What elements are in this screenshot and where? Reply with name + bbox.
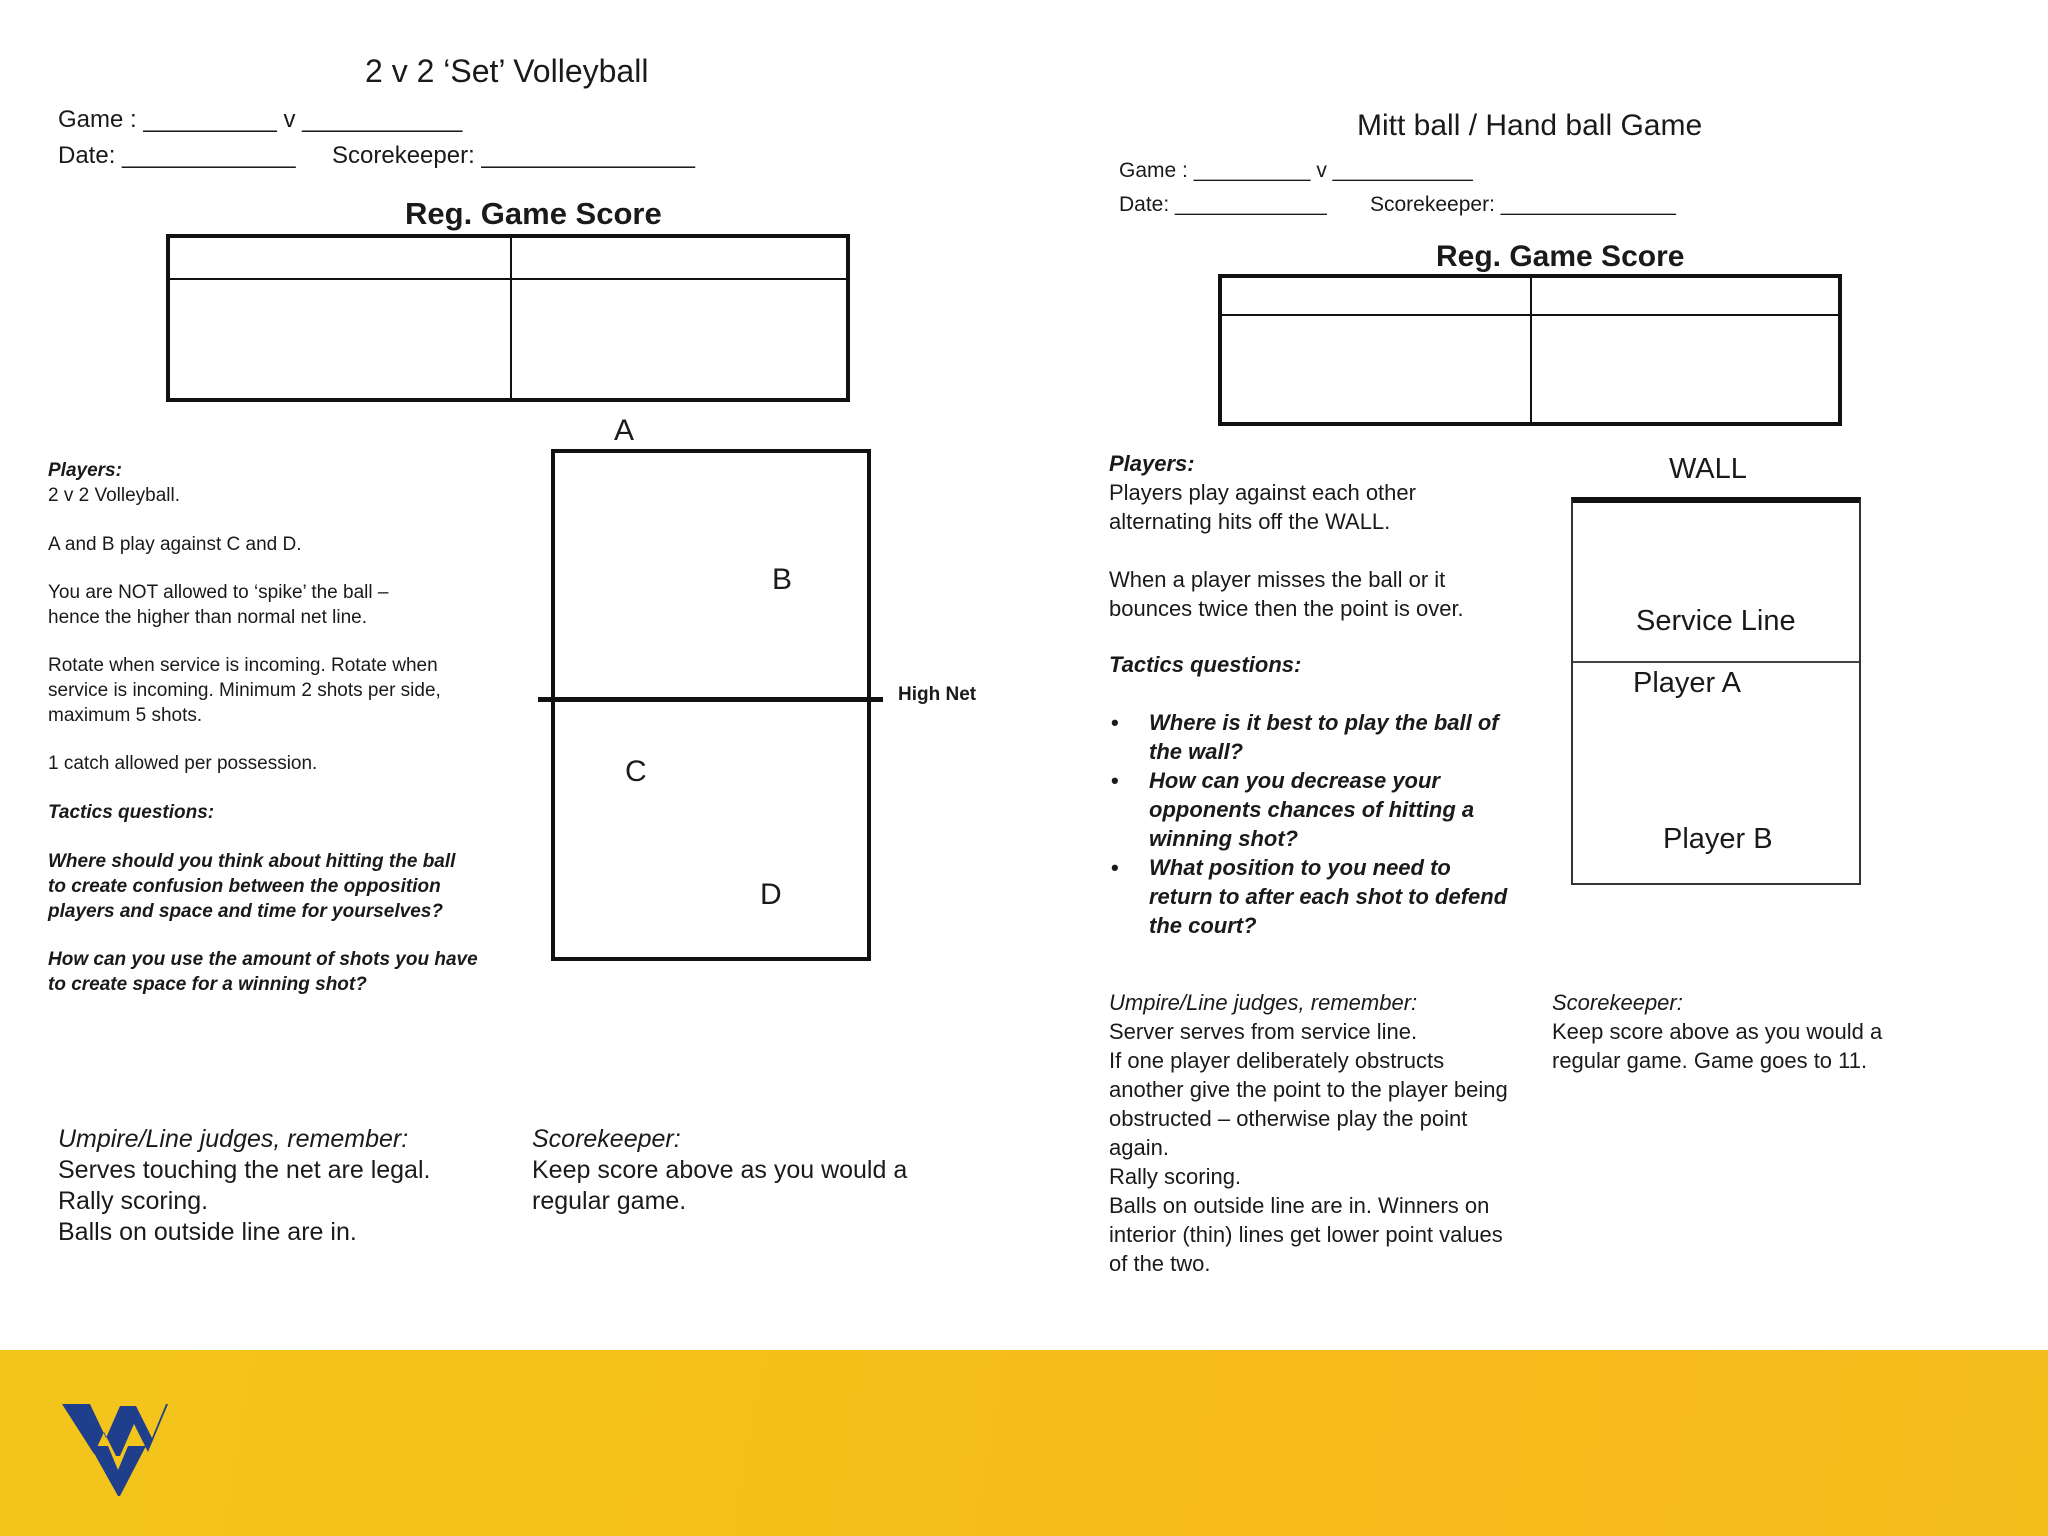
players-heading: Players: xyxy=(1109,451,1195,476)
scorekeeper-text: Keep score above as you would a regular game. xyxy=(532,1156,908,1215)
mittball-score-table[interactable] xyxy=(1218,274,1842,426)
mittball-date-field[interactable]: Date: _____________ xyxy=(1119,193,1327,216)
umpire-heading: Umpire/Line judges, remember: xyxy=(1109,990,1418,1015)
volleyball-title: 2 v 2 ‘Set’ Volleyball xyxy=(365,53,649,89)
tactics-question: How can you use the amount of shots you have to create space for a winning shot? xyxy=(48,949,478,995)
score-header-divider xyxy=(1222,314,1838,316)
tactics-question: Where should you think about hitting the ball to create confusion between the opposition players and space and time for yourselves? xyxy=(48,851,456,922)
volleyball-scorekeeper-section xyxy=(532,1124,952,1217)
mittball-title: Mitt ball / Hand ball Game xyxy=(1357,109,1703,142)
players-text: Players play against each other alternating hits off the WALL. xyxy=(1109,480,1416,534)
score-header-divider xyxy=(170,278,846,280)
umpire-line: Balls on outside line are in. xyxy=(58,1218,357,1246)
umpire-line: Server serves from service line. xyxy=(1109,1019,1418,1044)
volleyball-date-field[interactable]: Date: _____________ xyxy=(58,142,296,169)
mittball-players-section xyxy=(1109,449,1509,940)
court-label-b: B xyxy=(772,563,793,596)
umpire-line: Serves touching the net are legal. xyxy=(58,1156,431,1184)
wv-logo-icon xyxy=(60,1396,170,1496)
footer-band xyxy=(0,1350,2048,1536)
score-column-divider xyxy=(1530,278,1532,422)
volleyball-game-field[interactable]: Game : __________ v ____________ xyxy=(58,106,463,133)
umpire-line: Balls on outside line are in. Winners on interior (thin) lines get lower point values of the two. xyxy=(1109,1193,1503,1276)
mittball-game-field[interactable]: Game : __________ v ____________ xyxy=(1119,159,1473,182)
volleyball-score-table[interactable] xyxy=(166,234,850,402)
mittball-umpire-section xyxy=(1109,988,1514,1278)
player-a-label: Player A xyxy=(1633,667,1741,699)
players-line: 1 catch allowed per possession. xyxy=(48,753,318,774)
volleyball-umpire-section xyxy=(58,1124,498,1248)
umpire-heading: Umpire/Line judges, remember: xyxy=(58,1125,409,1153)
high-net-label: High Net xyxy=(898,684,977,705)
players-line: Rotate when service is incoming. Rotate when service is incoming. Minimum 2 shots per side, maximum 5 shots. xyxy=(48,655,441,726)
wall-label: WALL xyxy=(1669,453,1747,485)
mittball-scorekeeper-field[interactable]: Scorekeeper: _______________ xyxy=(1370,193,1676,216)
high-net-line xyxy=(538,697,883,702)
players-line: 2 v 2 Volleyball. xyxy=(48,485,181,506)
umpire-line: Rally scoring. xyxy=(1109,1164,1242,1189)
tactics-question: • Where is it best to play the ball of the wall? xyxy=(1109,708,1509,766)
scorekeeper-heading: Scorekeeper: xyxy=(1552,990,1683,1015)
mittball-score-title: Reg. Game Score xyxy=(1436,240,1685,273)
court-label-d: D xyxy=(760,878,782,911)
tactics-question: • What position to you need to return to after each shot to defend the court? xyxy=(1109,853,1509,940)
players-text: When a player misses the ball or it bounces twice then the point is over. xyxy=(1109,567,1464,621)
volleyball-scorekeeper-field[interactable]: Scorekeeper: ________________ xyxy=(332,142,695,169)
court-label-a: A xyxy=(614,414,635,447)
tactics-heading: Tactics questions: xyxy=(1109,652,1302,677)
umpire-line: Rally scoring. xyxy=(58,1187,209,1215)
court-label-c: C xyxy=(625,755,647,788)
scorekeeper-heading: Scorekeeper: xyxy=(532,1125,681,1153)
volleyball-court xyxy=(551,449,871,961)
score-column-divider xyxy=(510,238,512,398)
tactics-question: • How can you decrease your opponents chances of hitting a winning shot? xyxy=(1109,766,1509,853)
mittball-scorekeeper-section xyxy=(1552,988,1952,1075)
tactics-list xyxy=(1109,708,1509,940)
tactics-heading: Tactics questions: xyxy=(48,802,215,823)
player-b-label: Player B xyxy=(1663,823,1773,855)
scorekeeper-text: Keep score above as you would a regular game. Game goes to 11. xyxy=(1552,1019,1883,1073)
service-line-label: Service Line xyxy=(1636,605,1796,637)
players-heading: Players: xyxy=(48,460,122,481)
players-line: A and B play against C and D. xyxy=(48,534,302,555)
volleyball-score-title: Reg. Game Score xyxy=(405,196,662,231)
players-line: You are NOT allowed to ‘spike’ the ball – hence the higher than normal net line. xyxy=(48,582,389,628)
service-line xyxy=(1573,661,1859,663)
umpire-line: If one player deliberately obstructs another give the point to the player being obstructed – otherwise play the point again. xyxy=(1109,1048,1508,1160)
volleyball-players-section xyxy=(48,458,498,997)
